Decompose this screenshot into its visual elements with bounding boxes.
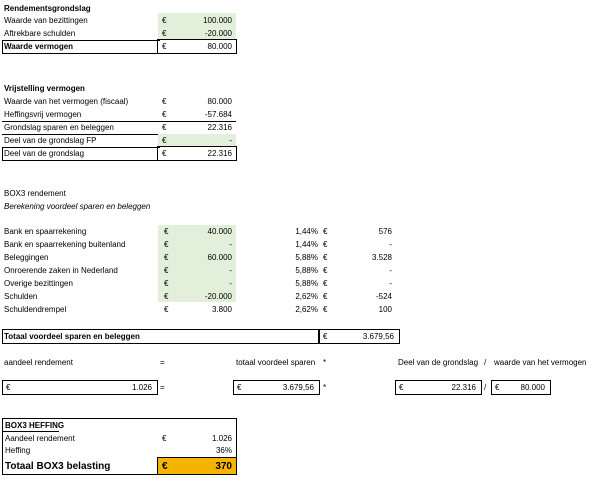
value-cell[interactable]: 22.316 [207,149,232,158]
rate-cell[interactable]: 5,88% [295,253,318,262]
total-label-belasting: Totaal BOX3 belasting [5,461,111,472]
rate-cell[interactable]: 5,88% [295,266,318,275]
row-label: Overige bezittingen [4,279,73,288]
total-value-belasting[interactable]: 370 [215,461,232,472]
section-title-heffing: BOX3 HEFFING [5,421,65,430]
value-cell[interactable]: - [229,279,232,288]
result-cell[interactable]: -524 [375,292,392,301]
row-divider [2,160,160,161]
section-subtitle-box3: Berekening voordeel sparen en beleggen [4,202,151,211]
formula-value-aandeel[interactable]: 1.026 [131,383,152,392]
currency-symbol: € [162,461,168,472]
currency-symbol: € [237,383,242,392]
currency-symbol: € [162,149,167,158]
value-cell[interactable]: - [229,240,232,249]
row-border [2,147,3,160]
currency-symbol: € [323,292,328,301]
value-cell[interactable]: -57.684 [204,110,232,119]
heffing-title-underline [2,431,59,432]
result-cell[interactable]: - [389,279,392,288]
row-label: Beleggingen [4,253,49,262]
currency-symbol: € [323,227,328,236]
row-label: Waarde van het vermogen (fiscaal) [4,97,129,106]
value-cell[interactable]: - [229,266,232,275]
row-label: Grondslag sparen en beleggen [4,123,114,132]
row-label: Schuldendrempel [4,305,67,314]
currency-symbol: € [323,332,328,341]
value-cell[interactable]: 80.000 [207,42,232,51]
formula-operator-equals: = [160,383,165,392]
value-cell[interactable]: 1.026 [211,434,232,443]
row-divider [2,53,160,54]
row-label: Schulden [4,292,38,301]
row-label: Deel van de grondslag FP [4,136,97,145]
rate-cell[interactable]: 2,62% [295,305,318,314]
formula-value-totaal[interactable]: 3.679,56 [282,383,314,392]
result-cell[interactable]: 576 [378,227,392,236]
row-label: Aftrekbare schulden [4,29,76,38]
value-cell[interactable]: 80.000 [207,97,232,106]
value-cell[interactable]: - [229,136,232,145]
total-label: Totaal voordeel sparen en beleggen [4,332,140,341]
formula-label-aandeel: aandeel rendement [4,358,73,367]
formula-operator-divide: / [484,383,487,392]
row-label: Heffing [5,446,31,455]
formula-operator-equals: = [160,358,165,367]
result-cell[interactable]: - [389,240,392,249]
row-label: Waarde van bezittingen [4,16,88,25]
row-label: Waarde vermogen [4,42,74,51]
value-cell[interactable]: 60.000 [207,253,232,262]
formula-operator-multiply: * [323,358,327,367]
value-cell[interactable]: 22.316 [207,123,232,132]
currency-symbol: € [399,383,404,392]
currency-symbol: € [164,266,169,275]
value-cell[interactable]: 3.800 [211,305,232,314]
currency-symbol: € [162,42,167,51]
row-border [2,40,3,53]
currency-symbol: € [162,29,167,38]
rate-cell[interactable]: 2,62% [295,292,318,301]
currency-symbol: € [164,240,169,249]
formula-label-waarde: waarde van het vermogen [494,358,587,367]
row-label: Deel van de grondslag [4,149,85,158]
currency-symbol: € [323,279,328,288]
currency-symbol: € [162,16,167,25]
currency-symbol: € [164,305,169,314]
currency-symbol: € [164,253,169,262]
result-cell[interactable]: - [389,266,392,275]
value-cell[interactable]: 100.000 [203,16,232,25]
value-cell[interactable]: -20.000 [204,29,232,38]
row-label: Onroerende zaken in Nederland [4,266,118,275]
rate-cell[interactable]: 1,44% [295,240,318,249]
row-label: Bank en spaarrekening [4,227,87,236]
formula-label-deel: Deel van de grondslag [398,358,479,367]
value-cell[interactable]: -20.000 [204,292,232,301]
row-label: Heffingsvrij vermogen [4,110,82,119]
currency-symbol: € [323,305,328,314]
result-cell[interactable]: 100 [378,305,392,314]
row-label: Aandeel rendement [5,434,75,443]
currency-symbol: € [164,279,169,288]
rate-cell[interactable]: 1,44% [295,227,318,236]
value-cell[interactable]: 36% [215,446,232,455]
currency-symbol: € [323,266,328,275]
rate-cell[interactable]: 5,88% [295,279,318,288]
formula-value-waarde[interactable]: 80.000 [520,383,545,392]
currency-symbol: € [162,136,167,145]
currency-symbol: € [162,123,167,132]
section-title-box3: BOX3 rendement [4,189,66,198]
currency-symbol: € [162,97,167,106]
result-cell[interactable]: 3.528 [371,253,392,262]
section-title-vrijstelling: Vrijstelling vermogen [4,84,85,93]
currency-symbol: € [162,434,167,443]
value-cell[interactable]: 40.000 [207,227,232,236]
currency-symbol: € [162,110,167,119]
currency-symbol: € [323,253,328,262]
formula-operator-multiply: * [323,383,327,392]
formula-operator-divide: / [484,358,487,367]
formula-value-deel[interactable]: 22.316 [451,383,476,392]
section-title-rendementsgrondslag: Rendementsgrondslag [4,4,91,13]
row-label: Bank en spaarrekening buitenland [4,240,126,249]
total-value[interactable]: 3.679,56 [362,332,394,341]
currency-symbol: € [164,292,169,301]
currency-symbol: € [495,383,500,392]
currency-symbol: € [323,240,328,249]
currency-symbol: € [6,383,11,392]
currency-symbol: € [164,227,169,236]
formula-label-totaal: totaal voordeel sparen [236,358,316,367]
